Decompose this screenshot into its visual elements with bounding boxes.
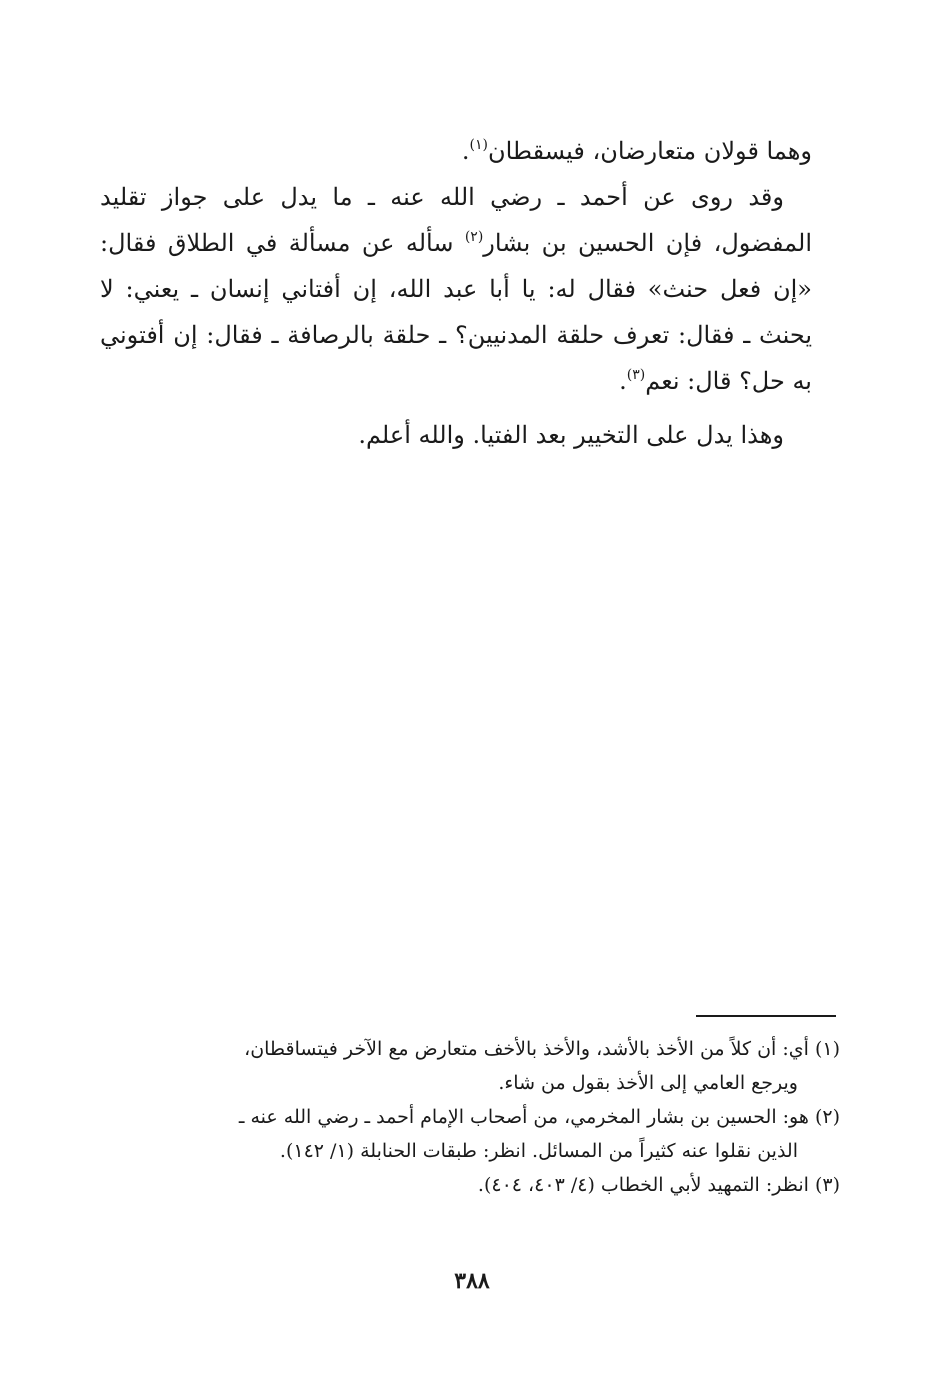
footnote-ref-2: (٢)	[464, 229, 484, 245]
footnote-separator	[696, 1015, 836, 1017]
paragraph-3-text: وهذا يدل على التخيير بعد الفتيا. والله أعلم.	[358, 421, 784, 449]
footnotes-section	[105, 1032, 840, 1202]
paragraph-3	[100, 412, 812, 458]
footnote-3-number: (٣)	[814, 1174, 840, 1196]
footnote-1-line-2: ويرجع العامي إلى الأخذ بقول من شاء.	[498, 1072, 798, 1094]
footnote-ref-3: (٣)	[626, 367, 646, 383]
page-number: ٣٨٨	[454, 1268, 490, 1294]
footnote-3-line-1: انظر: التمهيد لأبي الخطاب (٤/ ٤٠٣، ٤٠٤).	[477, 1174, 809, 1196]
paragraph-1-end: .	[461, 137, 470, 165]
paragraph-1	[100, 128, 812, 174]
paragraph-1-text: وهما قولان متعارضان، فيسقطان	[487, 137, 812, 165]
footnote-2-line-2: الذين نقلوا عنه كثيراً من المسائل. انظر: طبقات الحنابلة (١/ ١٤٢).	[279, 1140, 798, 1162]
paragraph-2-part1: وقد روى عن أحمد ـ رضي الله عنه ـ ما يدل على جواز تقليد المفضول، فإن الحسين بن بشار	[100, 183, 812, 257]
footnote-2-number: (٢)	[814, 1106, 840, 1128]
footnote-1	[105, 1032, 840, 1100]
footnote-1-line-1: أي: أن كلاً من الأخذ بالأشد، والأخذ بالأخف متعارض مع الآخر فيتساقطان،	[244, 1038, 809, 1060]
footnote-3	[105, 1168, 840, 1202]
footnote-2-line-1: هو: الحسين بن بشار المخرمي، من أصحاب الإمام أحمد ـ رضي الله عنه ـ	[238, 1106, 809, 1128]
paragraph-2-end: .	[619, 367, 627, 395]
paragraph-2	[100, 174, 812, 404]
footnote-2	[105, 1100, 840, 1168]
main-text-body	[100, 128, 812, 458]
paragraph-2-part2: سأله عن مسألة في الطلاق فقال: «إن فعل حنث» فقال له: يا أبا عبد الله، إن أفتاني إنسان ـ يعني: لا يحنث ـ فقال: تعرف حلقة المدنيين؟ ـ حلقة بالرصافة ـ فقال: إن أفتوني به حل؟ قال: نعم	[100, 229, 812, 395]
footnote-1-number: (١)	[814, 1038, 840, 1060]
footnote-ref-1: (١)	[469, 137, 488, 153]
